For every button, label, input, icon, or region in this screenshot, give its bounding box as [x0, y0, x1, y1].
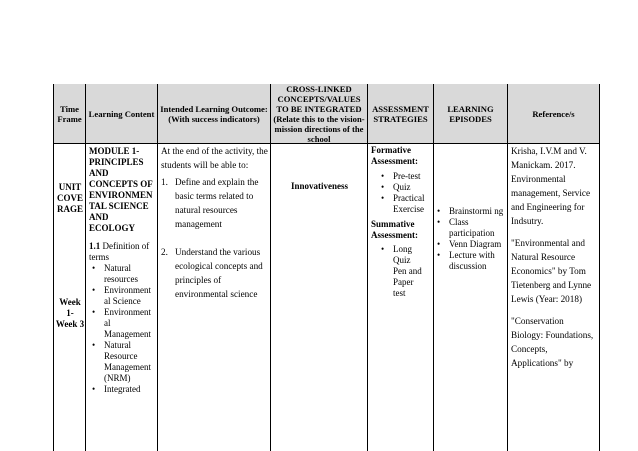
ilo-item-1-text: Define and explain the basic terms related to natural resources management: [175, 177, 259, 229]
header-episodes-text: LEARNING EPISODES: [447, 103, 494, 124]
episode-item: • Lecture with discussion: [437, 250, 506, 272]
ilo-item-1-number: 1.: [161, 177, 168, 187]
ilo-intro: At the end of the activity, the students will be able to:: [161, 146, 268, 170]
reference-item: "Environmental and Natural Resource Economics" by Tom Tietenberg and Lynne Lewis (Year: 2018): [511, 238, 592, 304]
formative-list: [381, 171, 433, 215]
references-list: [511, 144, 598, 378]
header-cross-linked-text: CROSS-LINKED CONCEPTS/VALUES TO BE INTEGRATED (Relate this to the vision-mission directions of the school: [273, 83, 365, 144]
unit-coverage: UNIT COVE RAGE: [56, 182, 83, 214]
header-assessment-text: ASSESSMENT STRATEGIES: [372, 103, 429, 124]
formative-item: • Pre-test: [381, 171, 433, 182]
header-references-text: Reference/s: [532, 108, 575, 119]
ilo-item-2-text: Understand the various ecological concepts and principles of environmental science: [175, 247, 263, 299]
week-range: Week 1- Week 3: [55, 297, 85, 329]
ilo-item-2: [161, 245, 269, 301]
formative-item: • Quiz: [381, 182, 433, 193]
reference-item: "Conservation Biology: Foundations, Concepts, Applications" by: [511, 316, 594, 368]
header-cross-linked: [271, 84, 368, 144]
term-item: • Environment al Management: [92, 307, 156, 340]
definition-number: 1.1: [89, 241, 101, 251]
summative-item: • Long Quiz Pen and Paper test: [381, 244, 425, 299]
episode-item: • Brainstormi ng: [437, 206, 506, 217]
reference-item: Krisha, I.V.M and V. Manickam. 2017. Environmental management, Service and Engineering for Indsutry.: [511, 146, 591, 226]
col-assessment: [368, 144, 434, 451]
col-cross-linked: [271, 144, 368, 451]
episode-item: • Venn Diagram: [437, 239, 506, 250]
definition-heading: [89, 241, 156, 263]
definition-title: Definition of terms: [89, 241, 150, 262]
term-item: • Integrated: [92, 384, 156, 395]
episode-item: • Class participation: [437, 217, 506, 239]
episodes-list: [437, 206, 506, 272]
header-episodes: [434, 84, 508, 144]
terms-list: [92, 263, 156, 395]
header-time-frame: [54, 84, 86, 144]
header-ilo: [158, 84, 271, 144]
col-learning-content: [86, 144, 158, 451]
col-references: [508, 144, 600, 451]
col-ilo: [158, 144, 271, 451]
term-item: • Environment al Science: [92, 285, 156, 307]
formative-label: Formative Assessment:: [371, 145, 418, 166]
ilo-item-2-number: 2.: [161, 247, 168, 257]
summative-list: [381, 244, 425, 299]
term-item: • Natural Resource Management (NRM): [92, 340, 156, 384]
header-references: [508, 84, 600, 144]
header-assessment: [368, 84, 434, 144]
cross-linked-value: Innovativeness: [290, 181, 348, 191]
col-time-frame: [54, 144, 86, 451]
ilo-item-1: [161, 175, 269, 231]
summative-label: Summative Assessment:: [371, 219, 418, 240]
formative-item: • Practical Exercise: [381, 193, 433, 215]
term-item: • Natural resources: [92, 263, 156, 285]
col-episodes: [434, 144, 508, 451]
header-time-frame-text: Time Frame: [57, 103, 82, 124]
module-title: MODULE 1-PRINCIPLES AND CONCEPTS OF ENVIRONMEN TAL SCIENCE AND ECOLOGY: [89, 146, 153, 233]
header-learning-content: [86, 84, 158, 144]
header-ilo-text: Intended Learning Outcome: (With success indicators): [160, 103, 268, 124]
header-learning-content-text: Learning Content: [88, 108, 155, 119]
